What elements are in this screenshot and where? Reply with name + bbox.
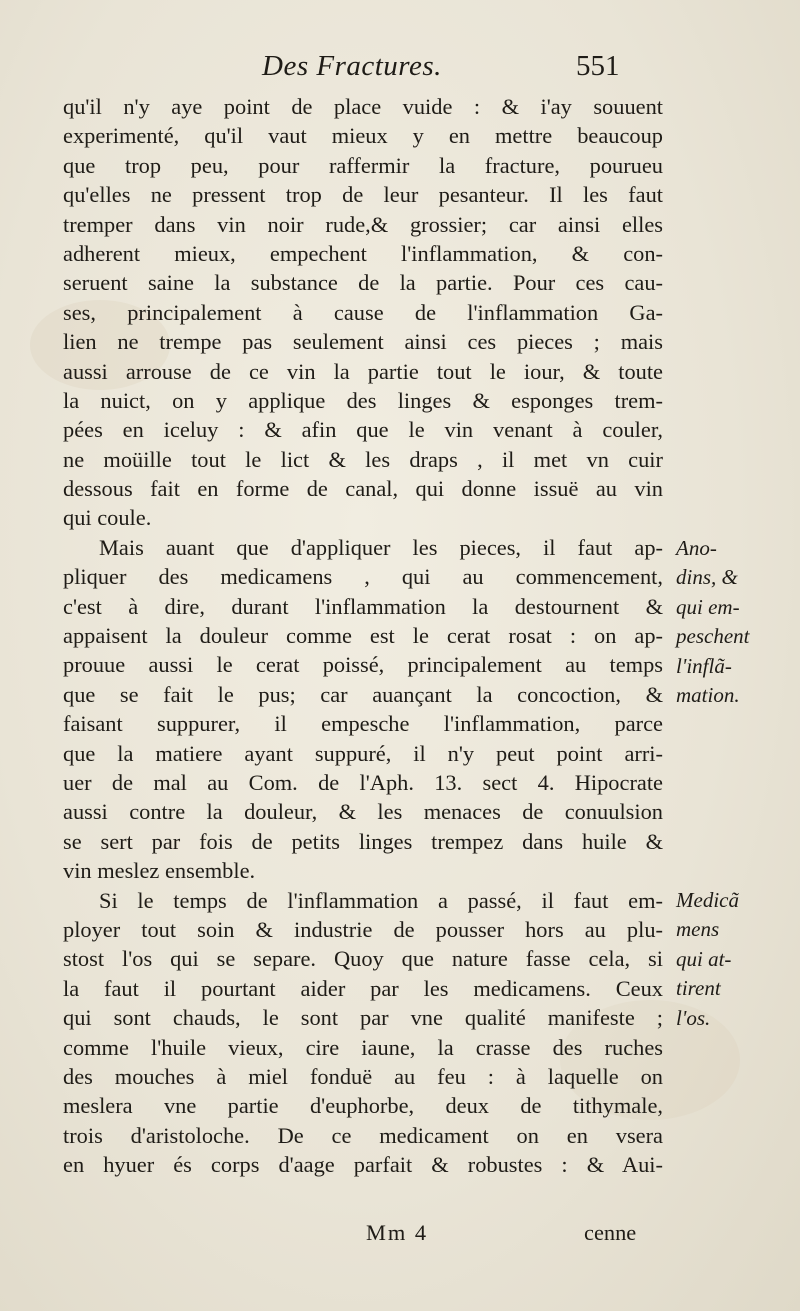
- text-line: pliquer des medicamens , qui au commencement,: [63, 564, 663, 590]
- main-text: [63, 92, 663, 1179]
- marginal-note-anodyne: [676, 534, 794, 710]
- text-line: adherent mieux, empechent l'inflammation, & con-: [63, 240, 663, 266]
- text-line: que se fait le pus; car auançant la concoction, &: [63, 681, 663, 707]
- text-line: comme l'huile vieux, cire iaune, la crasse des ruches: [63, 1034, 663, 1060]
- marginal-note-line: l'inflã-: [676, 653, 732, 678]
- text-line: pées en iceluy : & afin que le vin venant à couler,: [63, 417, 663, 443]
- page-footer: [0, 1220, 800, 1252]
- paragraph-start-line: Si le temps de l'inflammation a passé, il faut em-: [99, 887, 663, 913]
- marginal-note-line: dins, &: [676, 565, 738, 590]
- marginal-note-line: mation.: [676, 682, 740, 707]
- text-line: que la matiere ayant suppuré, il n'y peut point arri-: [63, 740, 663, 766]
- signature-mark: Mm 4: [366, 1220, 429, 1245]
- marginal-note-line: Medicã: [676, 888, 739, 912]
- text-line: seruent saine la substance de la partie. Pour ces cau-: [63, 270, 663, 296]
- text-line: en hyuer és corps d'aage parfait & robustes : & Aui-: [63, 1152, 663, 1178]
- text-line: vin meslez ensemble.: [63, 858, 256, 884]
- text-line: des mouches à miel fonduë au feu : à laquelle on: [63, 1063, 663, 1089]
- text-line: tremper dans vin noir rude,& grossier; car ainsi elles: [63, 211, 663, 237]
- text-line: lien ne trempe pas seulement ainsi ces pieces ; mais: [63, 329, 663, 355]
- text-line: aussi contre la douleur, & les menaces de conuulsion: [63, 799, 663, 825]
- marginal-note-line: Ano-: [676, 536, 717, 560]
- marginal-note-medicaments: [676, 886, 794, 1033]
- marginal-note-line: qui em-: [676, 594, 740, 619]
- text-line: se sert par fois de petits linges trempez dans huile &: [63, 828, 663, 854]
- text-line: stost l'os qui se separe. Quoy que nature fasse cela, si: [63, 946, 663, 972]
- text-line: experimenté, qu'il vaut mieux y en mettre beaucoup: [63, 123, 663, 149]
- text-line: la nuict, on y applique des linges & esponges trem-: [63, 387, 663, 413]
- marginal-note-line: mens: [676, 917, 720, 942]
- text-line: que trop peu, pour raffermir la fracture, pourueu: [63, 152, 663, 178]
- text-line: trois d'aristoloche. De ce medicament on en vsera: [63, 1122, 663, 1148]
- text-line: uer de mal au Com. de l'Aph. 13. sect 4. Hipocrate: [63, 769, 663, 795]
- marginal-note-line: peschent: [676, 624, 750, 649]
- page-header: [0, 50, 800, 90]
- text-line: prouue aussi le cerat poissé, principalement au temps: [63, 652, 663, 678]
- text-line: faisant suppurer, il empesche l'inflammation, parce: [63, 711, 663, 737]
- page-number: 551: [576, 50, 620, 82]
- text-line: la faut il pourtant aider par les medicamens. Ceux: [63, 975, 663, 1001]
- running-title: Des Fractures.: [262, 50, 442, 82]
- catchword: cenne: [584, 1220, 637, 1245]
- text-line: qu'elles ne pressent trop de leur pesanteur. Il les faut: [63, 182, 663, 208]
- text-line: qui sont chauds, le sont par vne qualité manifeste ;: [63, 1005, 663, 1031]
- text-line: ployer tout soin & industrie de pousser hors au plu-: [63, 916, 663, 942]
- marginal-note-line: qui at-: [676, 946, 732, 971]
- text-line: c'est à dire, durant l'inflammation la destournent &: [63, 593, 663, 619]
- text-line: dessous fait en forme de canal, qui donne issuë au vin: [63, 476, 663, 502]
- text-line: aussi arrouse de ce vin la partie tout le iour, & toute: [63, 358, 663, 384]
- text-line: appaisent la douleur comme est le cerat rosat : on ap-: [63, 623, 663, 649]
- text-line: ne moüille tout le lict & les draps , il met vn cuir: [63, 446, 663, 472]
- text-line: ses, principalement à cause de l'inflammation Ga-: [63, 299, 663, 325]
- marginal-note-line: l'os.: [676, 1005, 711, 1030]
- paragraph-start-line: Mais auant que d'appliquer les pieces, il faut ap-: [99, 534, 663, 560]
- marginal-note-line: tirent: [676, 976, 721, 1001]
- text-line: qu'il n'y aye point de place vuide : & i'ay souuent: [63, 94, 663, 119]
- text-line: meslera vne partie d'euphorbe, deux de tithymale,: [63, 1093, 663, 1119]
- text-line: qui coule.: [63, 505, 152, 531]
